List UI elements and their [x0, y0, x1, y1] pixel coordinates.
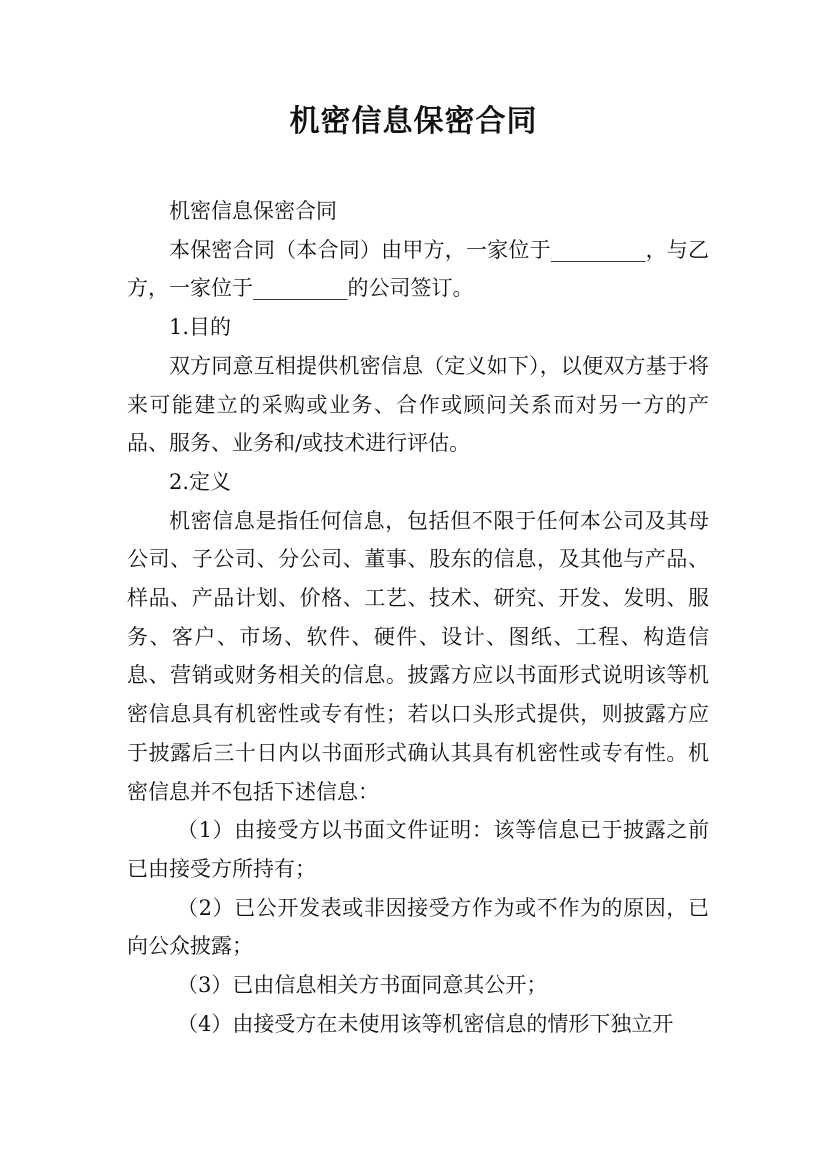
section-heading-definition: 2.定义: [169, 469, 232, 494]
body-heading: 机密信息保密合同: [169, 199, 337, 223]
exclusion-item-1: （1）由接受方以书面文件证明：该等信息已于披露之前已由接受方所持有；: [127, 818, 709, 881]
document-body: [127, 192, 709, 1043]
exclusion-item-3: （3）已由信息相关方书面同意其公开；: [177, 973, 548, 998]
exclusion-item-4: （4）由接受方在未使用该等机密信息的情形下独立开: [177, 1011, 674, 1036]
intro-paragraph: 本保密合同（本合同）由甲方，一家位于_________，与乙方，一家位于_________的公司签订。: [127, 237, 709, 301]
definition-paragraph: 机密信息是指任何信息，包括但不限于任何本公司及其母公司、子公司、分公司、董事、股东的信息，及其他与产品、样品、产品计划、价格、工艺、技术、研究、开发、发明、服务、客户、市场、软件、硬件、设计、图纸、工程、构造信息、营销或财务相关的信息。披露方应以书面形式说明该等机密信息具有机密性或专有性；若以口头形式提供，则披露方应于披露后三十日内以书面形式确认其具有机密性或专有性。机密信息并不包括下述信息：: [127, 508, 709, 804]
exclusion-item-2: （2）已公开发表或非因接受方作为或不作为的原因，已向公众披露；: [127, 895, 709, 959]
section-heading-purpose: 1.目的: [169, 315, 232, 340]
purpose-paragraph: 双方同意互相提供机密信息（定义如下），以便双方基于将来可能建立的采购或业务、合作或顾问关系而对另一方的产品、服务、业务和/或技术进行评估。: [127, 353, 709, 456]
document-title: 机密信息保密合同: [289, 104, 538, 139]
